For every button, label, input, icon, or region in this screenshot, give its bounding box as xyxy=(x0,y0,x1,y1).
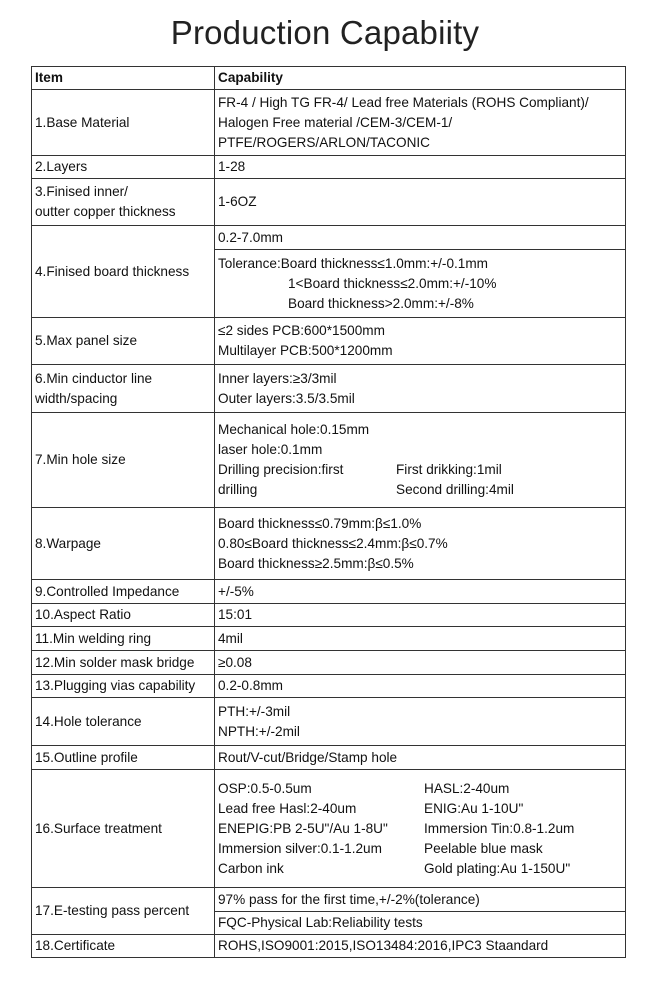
item-cell: 4.Finised board thickness xyxy=(32,226,215,318)
capability-cell: +/-5% xyxy=(215,580,626,604)
item-cell: 2.Layers xyxy=(32,156,215,179)
table-row xyxy=(32,888,626,912)
capability-cell: Tolerance:Board thickness≤1.0mm:+/-0.1mm 1<Board thickness≤2.0mm:+/-10% Board thickness>2.0mm:+/-8% xyxy=(215,250,626,318)
capability-cell: 15:01 xyxy=(215,604,626,627)
page-title: Production Capabiity xyxy=(170,14,480,51)
capability-cell: OSP:0.5-0.5um Lead free Hasl:2-40um ENEPIG:PB 2-5U"/Au 1-8U" Immersion silver:0.1-1.2um Carbon ink HASL:2-40um ENIG:Au 1-10U" Immersion Tin:0.8-1.2um Peelable blue mask Gold plating:Au 1-150U" xyxy=(215,770,626,888)
table-row xyxy=(32,413,626,508)
table-row xyxy=(32,698,626,746)
capability-cell: 1-6OZ xyxy=(215,179,626,226)
table-row xyxy=(32,746,626,770)
header-item: Item xyxy=(32,67,215,90)
capability-cell: ≤2 sides PCB:600*1500mm Multilayer PCB:500*1200mm xyxy=(215,318,626,365)
table-row xyxy=(32,179,626,226)
capability-cell: ROHS,ISO9001:2015,ISO13484:2016,IPC3 Staandard xyxy=(215,935,626,958)
item-cell: 18.Certificate xyxy=(32,935,215,958)
capability-cell: PTH:+/-3mil NPTH:+/-2mil xyxy=(215,698,626,746)
item-cell: 13.Plugging vias capability xyxy=(32,675,215,698)
capability-cell: FR-4 / High TG FR-4/ Lead free Materials (ROHS Compliant)/ Halogen Free material /CEM-3/CEM-1/ PTFE/ROGERS/ARLON/TACONIC xyxy=(215,90,626,156)
capability-cell: 4mil xyxy=(215,627,626,651)
capability-cell: ≥0.08 xyxy=(215,651,626,675)
item-cell: 12.Min solder mask bridge xyxy=(32,651,215,675)
item-cell: 1.Base Material xyxy=(32,90,215,156)
table-row xyxy=(32,508,626,580)
table-row xyxy=(32,675,626,698)
item-cell: 11.Min welding ring xyxy=(32,627,215,651)
table-row xyxy=(32,651,626,675)
table-row xyxy=(32,604,626,627)
item-cell: 14.Hole tolerance xyxy=(32,698,215,746)
item-cell: 16.Surface treatment xyxy=(32,770,215,888)
table-row xyxy=(32,770,626,888)
capability-table xyxy=(31,66,626,958)
item-cell: 10.Aspect Ratio xyxy=(32,604,215,627)
capability-cell: FQC-Physical Lab:Reliability tests xyxy=(215,912,626,935)
capability-cell: Board thickness≤0.79mm:β≤1.0% 0.80≤Board thickness≤2.4mm:β≤0.7% Board thickness≥2.5mm:β≤0.5% xyxy=(215,508,626,580)
table-row xyxy=(32,627,626,651)
table-row xyxy=(32,935,626,958)
header-capability: Capability xyxy=(215,67,626,90)
item-cell: 6.Min cinductor line width/spacing xyxy=(32,365,215,413)
item-cell: 15.Outline profile xyxy=(32,746,215,770)
capability-cell: 1-28 xyxy=(215,156,626,179)
capability-cell: 0.2-7.0mm xyxy=(215,226,626,250)
capability-cell: 97% pass for the first time,+/-2%(tolerance) xyxy=(215,888,626,912)
header-row xyxy=(32,67,626,90)
item-cell: 5.Max panel size xyxy=(32,318,215,365)
table-row xyxy=(32,318,626,365)
item-cell: 8.Warpage xyxy=(32,508,215,580)
capability-cell: Mechanical hole:0.15mm laser hole:0.1mm Drilling precision:first drilling First drikking:1mil Second drilling:4mil xyxy=(215,413,626,508)
capability-cell: Rout/V-cut/Bridge/Stamp hole xyxy=(215,746,626,770)
item-cell: 17.E-testing pass percent xyxy=(32,888,215,935)
table-row xyxy=(32,226,626,250)
capability-cell: Inner layers:≥3/3mil Outer layers:3.5/3.5mil xyxy=(215,365,626,413)
capability-cell: 0.2-0.8mm xyxy=(215,675,626,698)
item-cell: 7.Min hole size xyxy=(32,413,215,508)
item-cell: 3.Finised inner/ outter copper thickness xyxy=(32,179,215,226)
table-row xyxy=(32,156,626,179)
table-row xyxy=(32,365,626,413)
table-row xyxy=(32,90,626,156)
table-row xyxy=(32,580,626,604)
item-cell: 9.Controlled Impedance xyxy=(32,580,215,604)
